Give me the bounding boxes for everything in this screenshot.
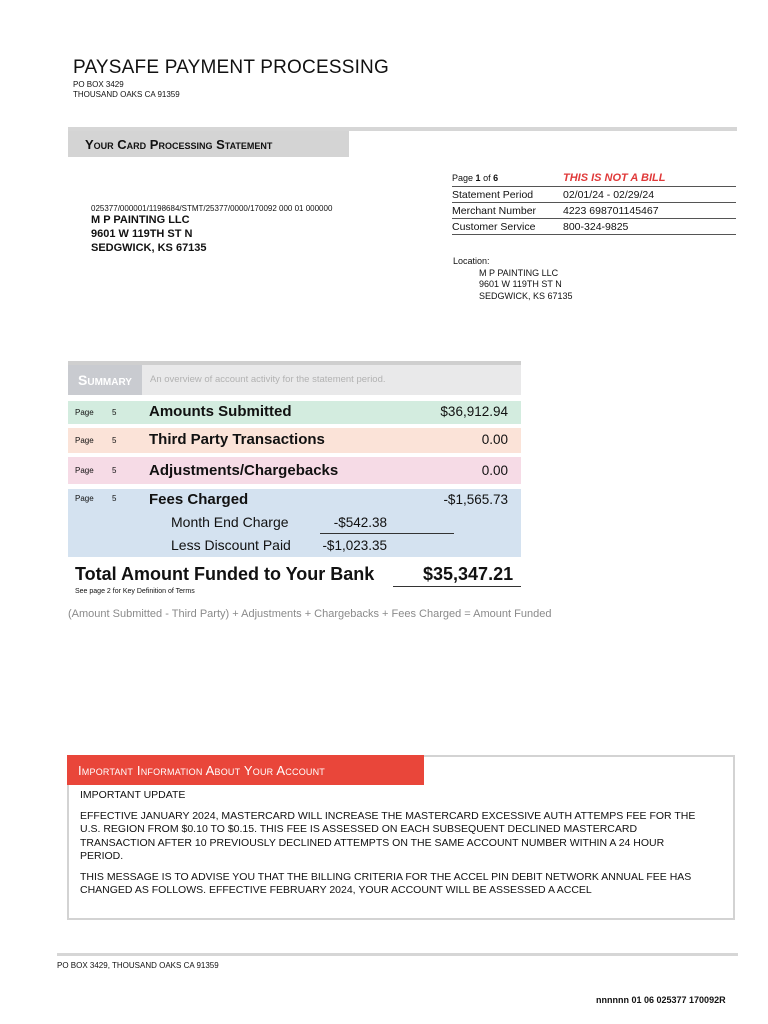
fee-detail-divider [320, 533, 454, 534]
summary-header [68, 365, 521, 395]
page-indicator-row [452, 169, 736, 187]
important-paragraph: EFFECTIVE JANUARY 2024, MASTERCARD WILL INCREASE THE MASTERCARD EXCESSIVE AUTH ATTEMPS FEE FOR THE U.S. REGION FROM $0.10 TO $0.15. THIS FEE IS ASSESSED ON EACH SUBSEQUENT DECLINED MASTERCARD TRANSACTION AFTER 10 PREVIOUSLY DECLINED ATTEMPTS ON THE SAME ACCOUNT NUMBER WITHIN A 24 HOUR PERIOD. [80, 809, 696, 862]
summary-row-fees [68, 489, 521, 557]
fee-detail-amount: -$542.38 [333, 515, 387, 530]
summary-row-adjustments [68, 457, 521, 484]
mailing-code: 025377/000001/1198684/STMT/25377/0000/170092 000 01 000000 [91, 204, 333, 213]
info-value: 02/01/24 - 02/29/24 [563, 188, 655, 201]
important-heading: IMPORTANT UPDATE [80, 789, 186, 801]
company-address-line: PO BOX 3429 [73, 80, 124, 89]
mailing-street: 9601 W 119TH ST N [91, 228, 193, 240]
location-block [453, 256, 573, 302]
summary-row-third-party [68, 428, 521, 453]
row-amount: -$1,565.73 [443, 492, 508, 507]
funding-formula: (Amount Submitted - Third Party) + Adjustments + Chargebacks + Fees Charged = Amount Funded [68, 608, 552, 620]
info-row [452, 219, 736, 235]
page-of: of [483, 172, 491, 183]
page-total: 6 [493, 172, 499, 183]
summary-title: Summary [68, 365, 142, 395]
important-info-header [67, 755, 424, 785]
location-label: Location: [453, 256, 490, 266]
page-label: Page [75, 408, 94, 417]
page-ref: 5 [112, 408, 117, 417]
location-line: SEDGWICK, KS 67135 [479, 290, 573, 301]
company-address [73, 80, 180, 99]
page-label: Page [75, 494, 94, 503]
statement-info-table [452, 169, 736, 235]
info-row [452, 203, 736, 219]
row-amount: 0.00 [481, 463, 508, 478]
mailing-name: M P PAINTING LLC [91, 214, 190, 226]
page-indicator [452, 173, 563, 183]
info-row [452, 187, 736, 203]
page-label: Page [75, 466, 94, 475]
company-address-line: THOUSAND OAKS CA 91359 [73, 89, 180, 99]
row-label: Amounts Submitted [149, 403, 292, 420]
company-name: PAYSAFE PAYMENT PROCESSING [73, 57, 389, 78]
footer-divider [57, 953, 738, 956]
footer-address: PO BOX 3429, THOUSAND OAKS CA 91359 [57, 961, 219, 970]
total-funded-label: Total Amount Funded to Your Bank [75, 564, 375, 584]
total-underline [393, 586, 521, 587]
page-ref: 5 [112, 494, 117, 503]
row-label: Fees Charged [149, 491, 249, 508]
not-a-bill-notice: THIS IS NOT A BILL [563, 171, 666, 184]
important-info-body [80, 789, 705, 905]
row-amount: 0.00 [481, 432, 508, 447]
info-label: Merchant Number [452, 204, 537, 217]
info-label: Statement Period [452, 188, 534, 201]
key-definitions-note: See page 2 for Key Definition of Terms [75, 588, 195, 595]
fee-detail-amount: -$1,023.35 [322, 538, 387, 553]
info-value: 800-324-9825 [563, 220, 629, 233]
mailing-address [91, 213, 207, 255]
fee-detail-label: Month End Charge [171, 514, 289, 530]
summary-row-amounts-submitted [68, 401, 521, 424]
fee-detail-label: Less Discount Paid [171, 537, 291, 553]
page-label: Page [75, 436, 94, 445]
mailing-city: SEDGWICK, KS 67135 [91, 242, 207, 254]
important-info-title: Important Information About Your Account [78, 763, 326, 778]
row-label: Adjustments/Chargebacks [149, 462, 339, 479]
summary-subtitle: An overview of account activity for the statement period. [150, 374, 386, 385]
page-ref: 5 [112, 466, 117, 475]
location-line: M P PAINTING LLC [479, 267, 559, 278]
statement-title: Your Card Processing Statement [85, 137, 273, 152]
important-paragraph: THIS MESSAGE IS TO ADVISE YOU THAT THE BILLING CRITERIA FOR THE ACCEL PIN DEBIT NETWORK ANNUAL FEE HAS CHANGED AS FOLLOWS. EFFECTIVE FEBRUARY 2024, YOUR ACCOUNT WILL BE ASSESSED A ACCEL [80, 870, 692, 896]
row-amount: $36,912.94 [440, 404, 508, 419]
page-number: 1 [475, 172, 481, 183]
info-label: Customer Service [452, 220, 536, 233]
page-ref: 5 [112, 436, 117, 445]
page-prefix: Page [452, 172, 474, 183]
statement-banner [68, 131, 349, 157]
location-line: 9601 W 119TH ST N [479, 279, 562, 289]
info-value: 4223 698701145467 [563, 204, 659, 217]
row-label: Third Party Transactions [149, 431, 325, 448]
total-funded-amount: $35,347.21 [423, 564, 514, 584]
footer-code: nnnnnn 01 06 025377 170092R [596, 995, 726, 1005]
